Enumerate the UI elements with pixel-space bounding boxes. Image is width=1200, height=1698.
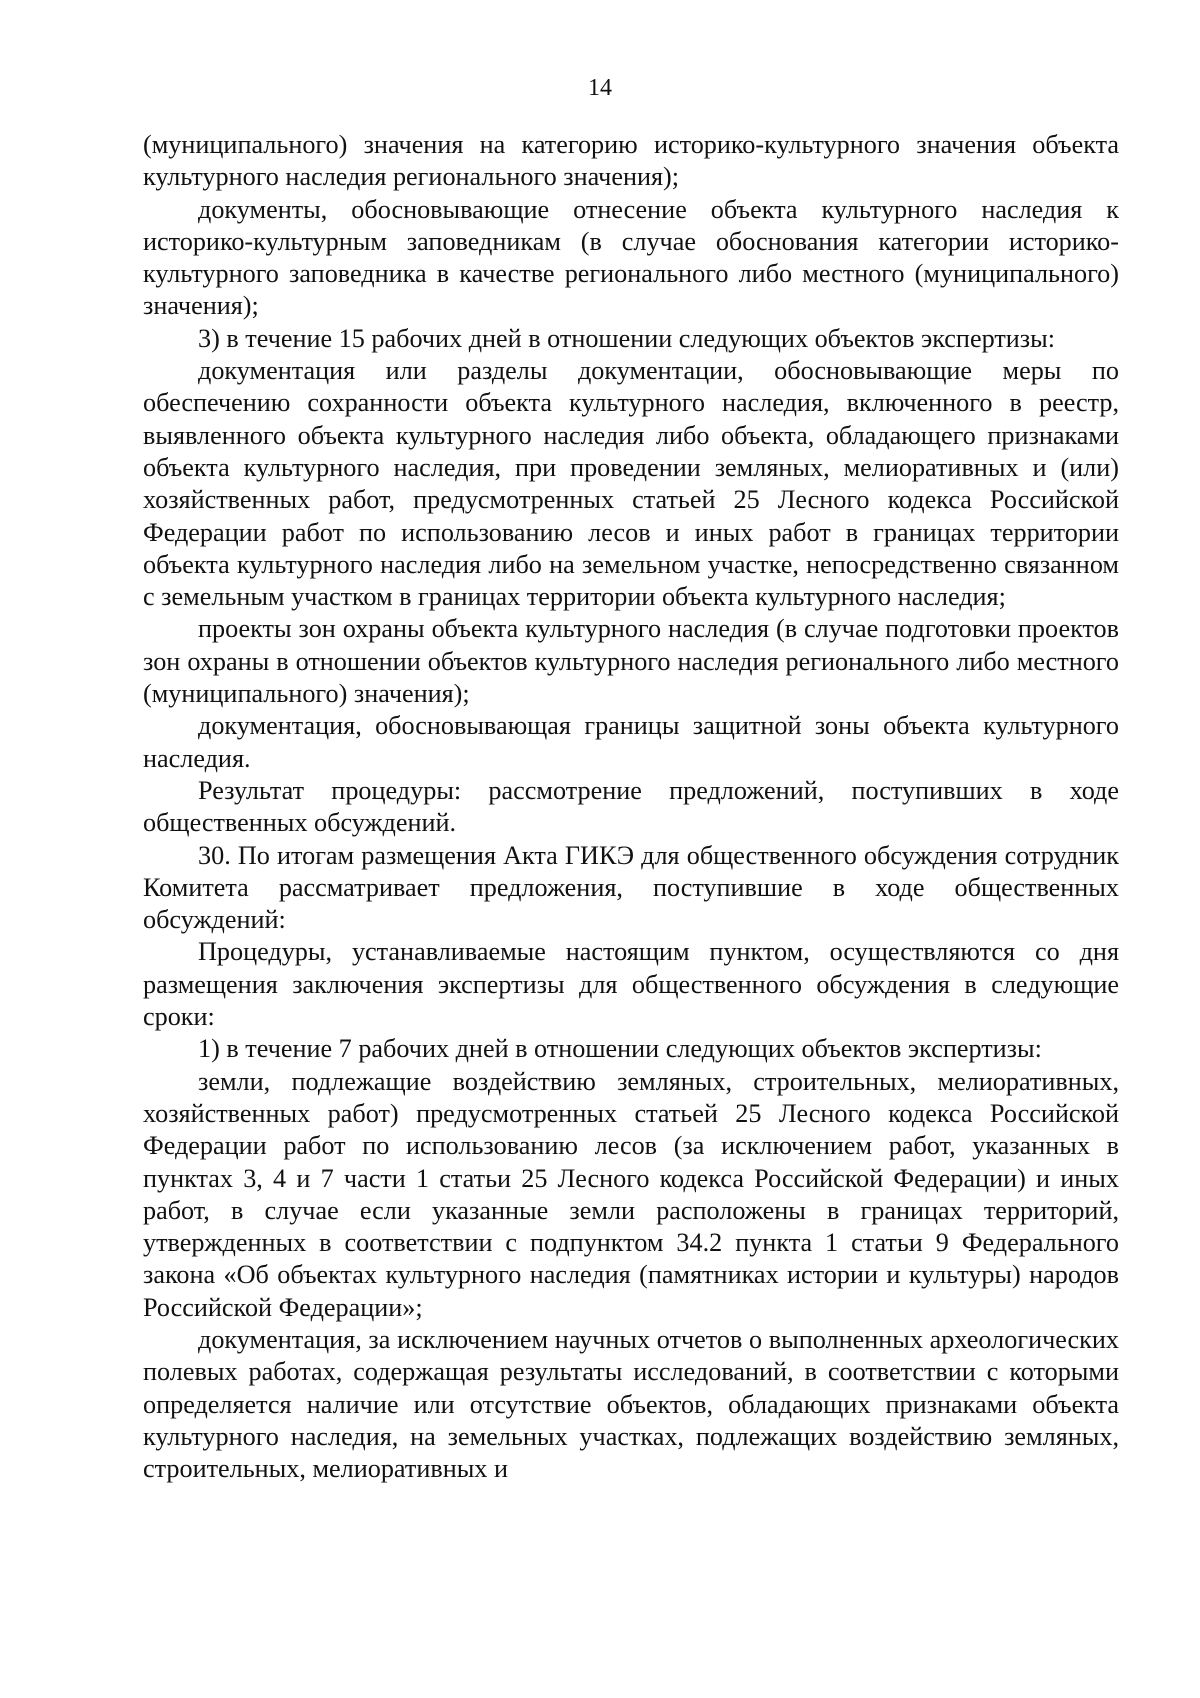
paragraph: 1) в течение 7 рабочих дней в отношении следующих объектов экспертизы: <box>198 1034 1042 1064</box>
paragraph: земли, подлежащие воздействию земляных, строительных, мелиоративных, хозяйственных работ) предусмотренных статьей 25 Лесного кодекса Российской Федерации работ по использованию лесов (за исключением работ, указанных в пунктах 3, 4 и 7 части 1 статьи 25 Лесного кодекса Российской Федерации) и иных работ, в случае если указанные земли расположены в границах территорий, утвержденных в соответствии с подпунктом 34.2 пункта 1 статьи 9 Федерального закона «Об объектах культурного наследия (памятниках истории и культуры) народов Российской Федерации»; <box>143 1066 1119 1322</box>
paragraph: Процедуры, устанавливаемые настоящим пунктом, осуществляются со дня размещения заключения экспертизы для общественного обсуждения в следующие сроки: <box>143 937 1119 1032</box>
paragraph: 30. По итогам размещения Акта ГИКЭ для общественного обсуждения сотрудник Комитета рассматривает предложения, поступившие в ходе общественных обсуждений: <box>143 840 1119 935</box>
paragraph: проекты зон охраны объекта культурного наследия (в случае подготовки проектов зон охраны в отношении объектов культурного наследия регионального либо местного (муниципального) значения); <box>143 614 1119 709</box>
paragraph: (муниципального) значения на категорию историко-культурного значения объекта культурного наследия регионального значения); <box>143 130 1119 192</box>
paragraph: документация или разделы документации, обосновывающие меры по обеспечению сохранности объекта культурного наследия, включенного в реестр, выявленного объекта культурного наследия либо объекта, обладающего признаками объекта культурного наследия, при проведении земляных, мелиоративных и (или) хозяйственных работ, предусмотренных статьей 25 Лесного кодекса Российской Федерации работ по использованию лесов и иных работ в границах территории объекта культурного наследия либо на земельном участке, непосредственно связанном с земельным участком в границах территории объекта культурного наследия; <box>143 356 1119 612</box>
document-body <box>143 129 1119 1485</box>
paragraph: 3) в течение 15 рабочих дней в отношении следующих объектов экспертизы: <box>198 323 1055 353</box>
paragraph: документация, за исключением научных отчетов о выполненных археологических полевых работах, содержащая результаты исследований, в соответствии с которыми определяется наличие или отсутствие объектов, обладающих признаками объекта культурного наследия, на земельных участках, подлежащих воздействию земляных, строительных, мелиоративных и <box>143 1324 1119 1484</box>
paragraph: документы, обосновывающие отнесение объекта культурного наследия к историко-культурным заповедникам (в случае обоснования категории историко-культурного заповедника в качестве регионального либо местного (муниципального) значения); <box>143 194 1119 321</box>
paragraph: документация, обосновывающая границы защитной зоны объекта культурного наследия. <box>143 711 1119 773</box>
paragraph: Результат процедуры: рассмотрение предложений, поступивших в ходе общественных обсуждений. <box>143 775 1119 838</box>
page-number: 14 <box>588 75 612 101</box>
